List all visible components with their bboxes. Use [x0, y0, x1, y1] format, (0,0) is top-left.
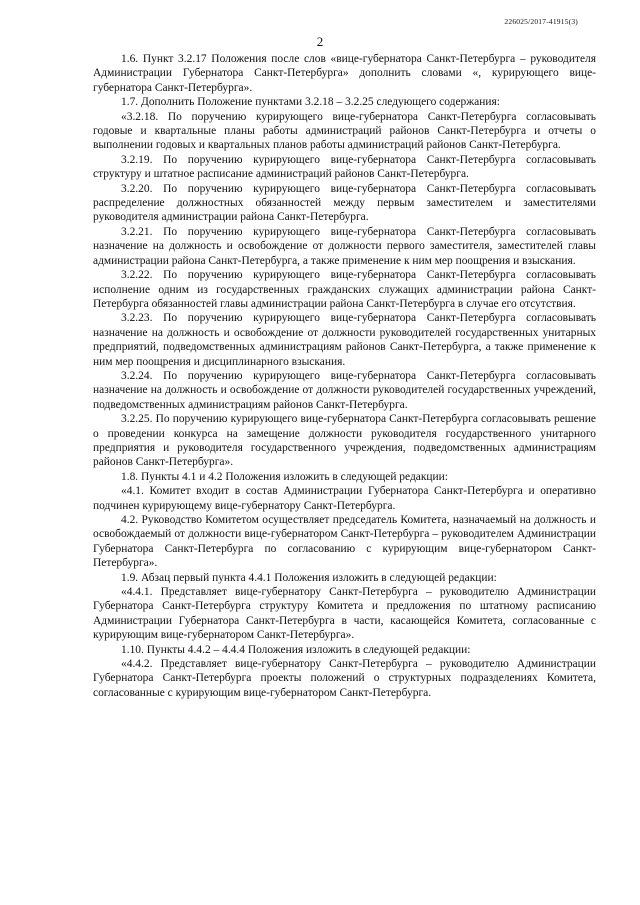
paragraph-3-2-22: 3.2.22. По поручению курирующего вице-губернатора Санкт-Петербурга согласовывать исполнение одним из государственных гражданских служащих администрации района Санкт-Петербурга обязанностей главы администрации района Санкт-Петербурга в случае его отсутствия. [93, 269, 596, 310]
paragraph-1-10: 1.10. Пункты 4.4.2 – 4.4.4 Положения изложить в следующей редакции: [121, 643, 471, 656]
paragraph-1-8: 1.8. Пункты 4.1 и 4.2 Положения изложить в следующей редакции: [121, 470, 448, 483]
paragraph-3-2-24: 3.2.24. По поручению курирующего вице-губернатора Санкт-Петербурга согласовывать назначение на должность и освобождение от должности руководителей государственных учреждений, подведомственных администрациям районов Санкт-Петербурга. [93, 369, 596, 411]
paragraph-3-2-21: 3.2.21. По поручению курирующего вице-губернатора Санкт-Петербурга согласовывать назначение на должность и освобождение от должности первого заместителя, заместителей главы администрации района Санкт-Петербурга, а также применение к ним мер поощрения и взыскания. [93, 225, 596, 267]
paragraph-4-1: «4.1. Комитет входит в состав Администрации Губернатора Санкт-Петербурга и оперативно подчинен курирующему вице-губернатору Санкт-Петербурга. [93, 485, 596, 512]
paragraph-3-2-18: «3.2.18. По поручению курирующего вице-губернатора Санкт-Петербурга согласовывать годовые и квартальные планы работы администраций районов Санкт-Петербурга и отчеты о выполнении годовых и квартальных планов работы администраций районов Санкт-Петербурга. [93, 110, 596, 152]
page-number: 2 [316, 34, 324, 49]
document-id: 226025/2017-41915(3) [504, 17, 578, 26]
paragraph-1-9: 1.9. Абзац первый пункта 4.4.1 Положения изложить в следующей редакции: [121, 571, 497, 584]
paragraph-4-4-2: «4.4.2. Представляет вице-губернатору Санкт-Петербурга – руководителю Администрации Губернатора Санкт-Петербурга проекты положений о структурных подразделениях Комитета, согласованные с курирующим вице-губернатором Санкт-Петербурга. [93, 658, 596, 699]
paragraph-3-2-23: 3.2.23. По поручению курирующего вице-губернатора Санкт-Петербурга согласовывать назначение на должность и освобождение от должности руководителей государственных унитарных предприятий, подведомственных администрациям районов Санкт-Петербурга, а также применение к ним мер поощрения и дисциплинарного взыскания. [93, 312, 596, 368]
paragraph-4-2: 4.2. Руководство Комитетом осуществляет председатель Комитета, назначаемый на должность и освобождаемый от должности вице-губернатором Санкт-Петербурга – руководителем Администрации Губернатора Санкт-Петербурга по согласованию с курирующим вице-губернатором Санкт-Петербурга». [93, 514, 596, 570]
document-body [93, 52, 596, 700]
paragraph-3-2-20: 3.2.20. По поручению курирующего вице-губернатора Санкт-Петербурга согласовывать распределение должностных обязанностей между первым заместителем и заместителями руководителя администрации района Санкт-Петербурга. [93, 182, 596, 224]
paragraph-1-6: 1.6. Пункт 3.2.17 Положения после слов «вице-губернатора Санкт-Петербурга – руководителя Администрации Губернатора Санкт-Петербурга» дополнить словами «, курирующего вице-губернатора Санкт-Петербурга». [93, 53, 596, 94]
paragraph-4-4-1: «4.4.1. Представляет вице-губернатору Санкт-Петербурга – руководителю Администрации Губернатора Санкт-Петербурга структуру Комитета и предложения по штатному расписанию Администрации Губернатора Санкт-Петербурга в части, касающейся Комитета, согласованные с курирующим вице-губернатором Санкт-Петербурга». [93, 586, 596, 642]
paragraph-3-2-19: 3.2.19. По поручению курирующего вице-губернатора Санкт-Петербурга согласовывать структуру и штатное расписание администраций районов Санкт-Петербурга. [93, 153, 596, 181]
paragraph-1-7: 1.7. Дополнить Положение пунктами 3.2.18 – 3.2.25 следующего содержания: [121, 96, 500, 109]
paragraph-3-2-25: 3.2.25. По поручению курирующего вице-губернатора Санкт-Петербурга согласовывать решение о проведении конкурса на замещение должности руководителя государственного унитарного предприятия и руководителя государственного учреждения, подведомственных администрациям районов Санкт-Петербурга». [93, 413, 596, 469]
